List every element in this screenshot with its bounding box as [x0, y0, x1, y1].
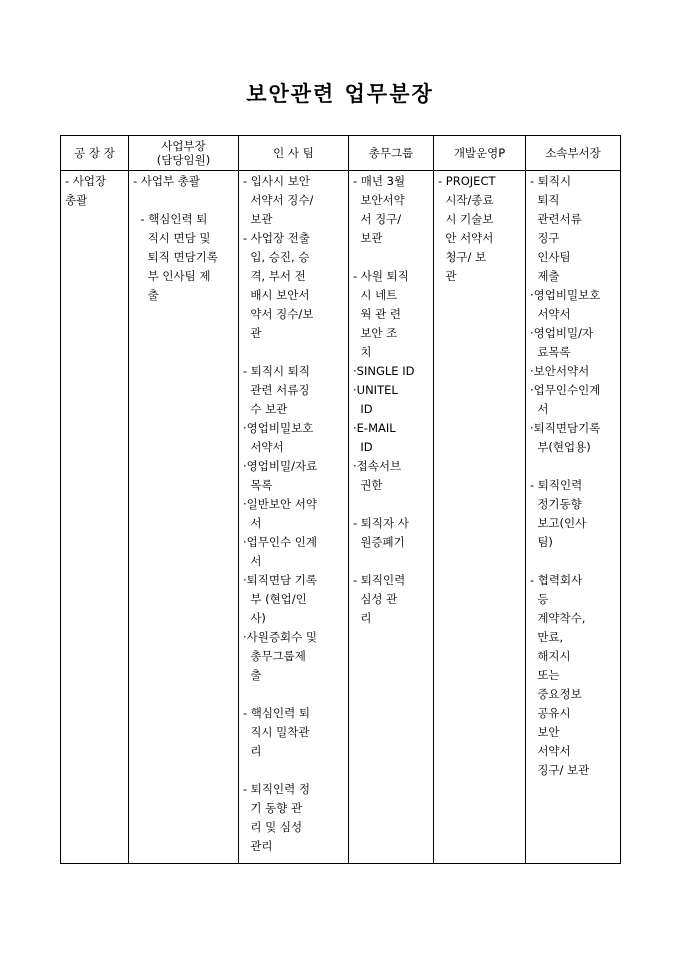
- header-dev-operations: 개발운영P: [434, 136, 526, 171]
- header-factory-manager: 공 장 장: [61, 136, 129, 171]
- duty-item: ·퇴직면담기록 부(현업용): [530, 421, 601, 454]
- duty-item: - PROJECT 시작/종료 시 기술보 안 서약서 청구/ 보 관: [438, 174, 496, 283]
- table-header-row: [61, 136, 621, 171]
- duty-item: ·영업비밀/자료 목록: [243, 459, 318, 492]
- header-hr-team: 인 사 팀: [239, 136, 349, 171]
- cell-hr-team: [239, 171, 349, 864]
- duty-item: - 사원 퇴직 시 네트 웍 관 련 보안 조 치: [353, 269, 409, 359]
- duty-item: ·영업비밀/자 료목록: [530, 326, 594, 359]
- cell-dev-operations: [434, 171, 526, 864]
- duty-item: ·업무인수인계 서: [530, 383, 601, 416]
- page-title: 보안관련 업무분장: [246, 81, 434, 106]
- duty-item: - 퇴직자 사 원증폐기: [353, 516, 409, 549]
- header-general-affairs: 총무그룹: [349, 136, 434, 171]
- duty-item: - 사업부 총괄: [133, 174, 201, 188]
- table-row: [61, 171, 621, 864]
- duty-item: - 퇴직인력 정기동향 보고(인사 팀): [530, 478, 587, 549]
- duty-item: ·업무인수 인계 서: [243, 535, 317, 568]
- duty-item: ·E-MAIL ID: [353, 421, 396, 454]
- duty-item: - 협력회사 등 계약착수, 만료, 해지시 또는 중요정보 공유시 보안 서약서 징구/ 보관: [530, 573, 590, 777]
- cell-factory-manager: [61, 171, 129, 864]
- duty-item: - 핵심인력 퇴 직시 면담 및 퇴직 면담기록 부 인사팀 제 출: [140, 212, 218, 302]
- duty-item: ·UNITEL ID: [353, 383, 398, 416]
- duty-item: - 퇴직시 퇴직 관련서류 징구 인사팀 제출: [530, 174, 582, 283]
- duty-item: - 매년 3월 보안서약 서 징구/ 보관: [353, 174, 406, 245]
- duty-item: - 퇴직인력 정 기 동향 관 리 및 심성 관리: [243, 782, 311, 853]
- duty-item: ·영업비밀보호 서약서: [530, 288, 601, 321]
- duty-item: ·SINGLE ID: [353, 364, 415, 378]
- duty-item: ·영업비밀보호 서약서: [243, 421, 314, 454]
- cell-division-head: [129, 171, 239, 864]
- header-division-head: 사업부장 (담당임원): [129, 136, 239, 171]
- duty-item: - 사업장 총괄: [65, 174, 107, 207]
- cell-department-head: [526, 171, 621, 864]
- duty-table: [60, 135, 621, 864]
- duty-item: - 사업장 전출 입, 승진, 승 격, 부서 전 배시 보안서 약서 징수/보 관: [243, 231, 314, 340]
- header-department-head: 소속부서장: [526, 136, 621, 171]
- duty-item: ·사원증회수 및 총무그룹제 출: [243, 630, 317, 682]
- duty-item: - 퇴직인력 심성 관 리: [353, 573, 406, 625]
- cell-general-affairs: [349, 171, 434, 864]
- duty-item: ·보안서약서: [530, 364, 590, 378]
- duty-item: ·접속서브 권한: [353, 459, 402, 492]
- duty-item: ·일반보안 서약 서: [243, 497, 317, 530]
- duty-item: ·퇴직면담 기록 부 (현업/인 사): [243, 573, 317, 625]
- duty-item: - 핵심인력 퇴 직시 밀착관 리: [243, 706, 311, 758]
- duty-item: - 퇴직시 퇴직 관련 서류징 수 보관: [243, 364, 311, 416]
- duty-item: - 입사시 보안 서약서 징수/ 보관: [243, 174, 314, 226]
